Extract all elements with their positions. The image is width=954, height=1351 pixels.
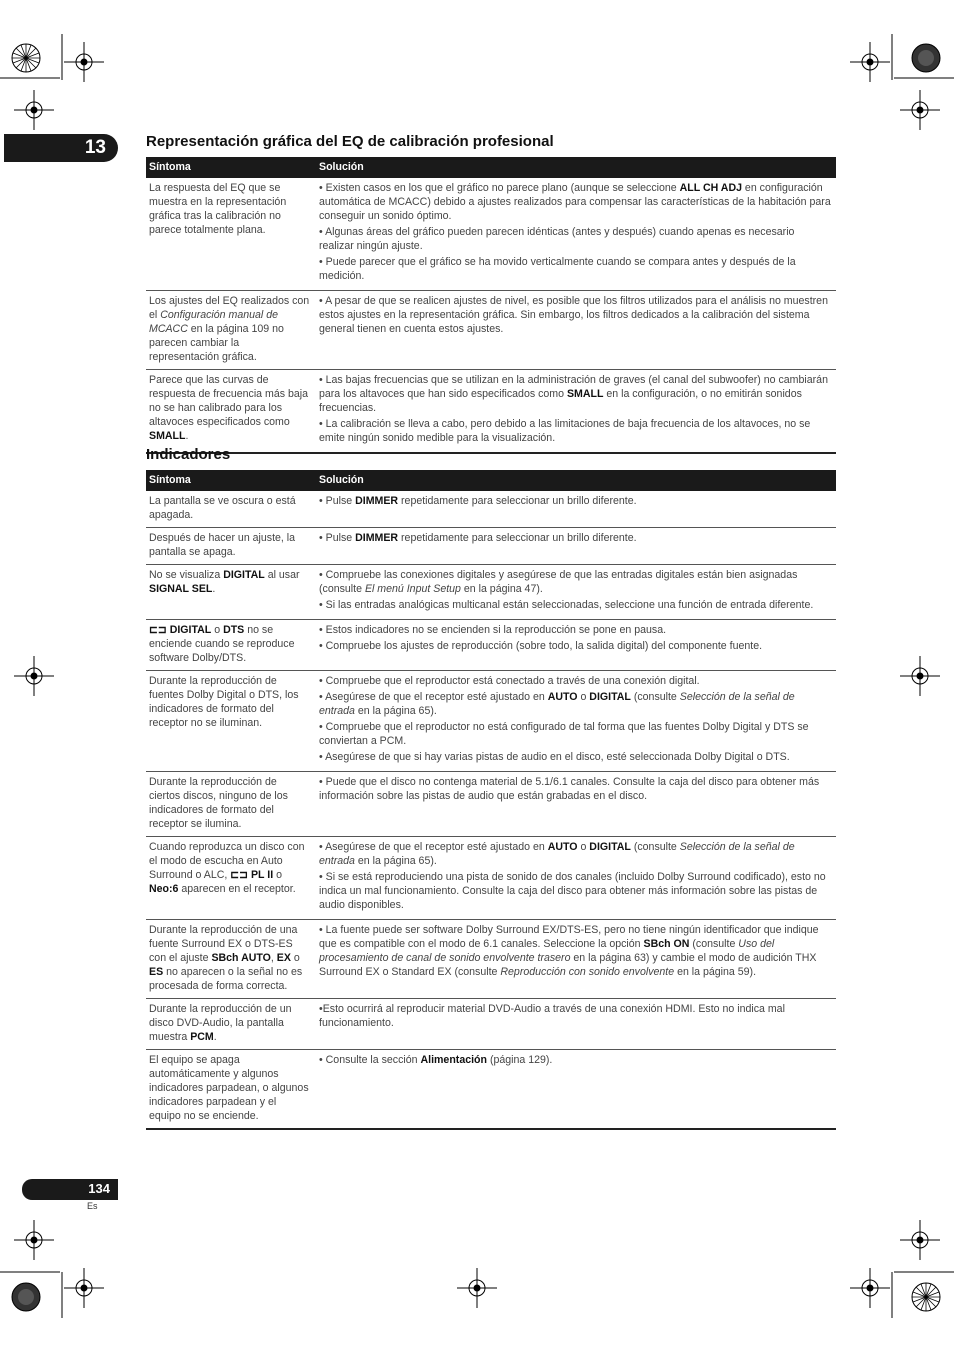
text-run: • Si las entradas analógicas multicanal están seleccionadas, seleccione una función de entrada diferente. <box>319 599 814 611</box>
table-header-row <box>146 157 836 178</box>
text-run: en la página 59). <box>674 966 757 978</box>
text-run: • Compruebe las conexiones digitales y asegúrese de que las entradas digitales están bien asignadas (consulte <box>319 569 798 595</box>
text-run: en la configuración, o no emitirán sonidos frecuencias. <box>319 388 802 414</box>
text-run: DIGITAL <box>589 841 631 853</box>
text-run: SMALL <box>566 388 604 400</box>
text-run: ⊏⊐ DIGITAL <box>149 624 212 636</box>
table-row <box>146 772 836 837</box>
table-row <box>146 291 836 370</box>
solution-cell <box>316 528 836 565</box>
text-run: • Estos indicadores no se encienden si la reproducción se pone en pausa. <box>319 624 667 636</box>
text-run: Después de hacer un ajuste, la pantalla se apaga. <box>149 532 296 558</box>
column-header-sintoma: Síntoma <box>146 470 316 491</box>
table-row <box>146 920 836 999</box>
text-run: Alimentación <box>420 1054 487 1066</box>
text-run: No se visualiza <box>149 569 224 581</box>
symptom-cell <box>146 837 316 920</box>
text-run: en la página 47). <box>460 583 543 595</box>
solution-point <box>319 181 832 223</box>
solution-cell <box>316 565 836 620</box>
table-row <box>146 370 836 454</box>
symptom-cell <box>146 178 316 291</box>
text-run: SIGNAL SEL <box>149 583 213 595</box>
table-row <box>146 837 836 920</box>
eq-troubleshooting-table <box>146 157 836 454</box>
text-run: • Compruebe que el reproductor está conectado a través de una conexión digital. <box>319 675 700 687</box>
solution-point <box>319 923 832 979</box>
page-number-tab <box>22 1179 118 1200</box>
text-run: • Consulte la sección <box>319 1054 421 1066</box>
solution-point <box>319 494 832 508</box>
symptom-cell <box>146 999 316 1050</box>
section-title-eq: Representación gráfica del EQ de calibración profesional <box>146 133 554 150</box>
text-run: El menú Input Setup <box>364 583 461 595</box>
text-run: • La calibración se lleva a cabo, pero debido a las limitaciones de baja frecuencia de los altavoces, no se emite ningún sonido medible para la visualización. <box>319 418 811 444</box>
text-run: • Asegúrese de que si hay varias pistas de audio en el disco, esté seleccionada Dolby Digital o DTS. <box>319 751 790 763</box>
table-row <box>146 1050 836 1130</box>
text-run: (consulte <box>689 938 739 950</box>
solution-cell <box>316 920 836 999</box>
solution-point <box>319 1002 832 1030</box>
symptom-cell <box>146 772 316 837</box>
text-run: • Compruebe los ajustes de reproducción (sobre todo, la salida digital) del componente fuente. <box>319 640 763 652</box>
text-run: o <box>290 952 300 964</box>
section-title-indicadores: Indicadores <box>146 446 231 463</box>
text-run: Selección de la señal de entrada <box>319 841 795 867</box>
text-run: • Si se está reproduciendo una pista de sonido de dos canales (incluido Dolby Surround codificado), esto no indica un mal funcionamiento. Consulte la caja del disco para obtener más información sobre las pistas de audio disponibles. <box>319 871 826 911</box>
solution-cell <box>316 620 836 671</box>
symptom-cell <box>146 920 316 999</box>
symptom-cell <box>146 620 316 671</box>
text-run: AUTO <box>547 691 578 703</box>
text-run: o <box>211 624 224 636</box>
text-run: • Asegúrese de que el receptor esté ajustado en <box>319 841 548 853</box>
symptom-cell <box>146 565 316 620</box>
text-run: SBch AUTO <box>211 952 271 964</box>
text-run: El equipo se apaga automáticamente y algunos indicadores parpadean, o algunos indicadores parpadean y el equipo no se enciende. <box>149 1054 309 1122</box>
text-run: • A pesar de que se realicen ajustes de nivel, es posible que los filtros utilizados para el análisis no muestren estos ajustes en la representación gráfica. Sin embargo, los filtros dedicados a la calibración del sistema general tienen en cuenta estos ajustes. <box>319 295 828 335</box>
text-run: • Existen casos en los que el gráfico no parece plano (aunque se seleccione <box>319 182 680 194</box>
text-run: ALL CH ADJ <box>679 182 742 194</box>
symptom-cell <box>146 370 316 454</box>
table-row <box>146 620 836 671</box>
solution-point <box>319 373 832 415</box>
solution-point <box>319 417 832 445</box>
text-run: en la página 63) y cambie el modo de audición THX Surround EX o Standard EX (consulte <box>319 952 817 978</box>
text-run: • Asegúrese de que el receptor esté ajustado en <box>319 691 548 703</box>
solution-point <box>319 255 832 283</box>
text-run: o <box>273 869 282 881</box>
symptom-cell <box>146 1050 316 1130</box>
text-run: Configuración manual de MCACC <box>149 309 278 335</box>
symptom-cell <box>146 491 316 528</box>
text-run: en la página 65). <box>354 705 437 717</box>
solution-point <box>319 598 832 612</box>
text-run: no se enciende cuando se reproduce software Dolby/DTS. <box>149 624 295 664</box>
text-run: en la página 109 no parecen cambiar la representación gráfica. <box>149 323 284 363</box>
solution-point <box>319 775 832 803</box>
text-run: DIMMER <box>355 495 399 507</box>
text-run: en configuración automática de MCACC) debido a ajustes realizados para compensar las características de la habitación para conseguir un sonido óptimo. <box>319 182 831 222</box>
solution-cell <box>316 999 836 1050</box>
solution-cell <box>316 671 836 772</box>
text-run: Cuando reproduzca un disco con el modo de escucha en Auto Surround o ALC, <box>149 841 305 881</box>
solution-cell <box>316 178 836 291</box>
text-run: repetidamente para seleccionar un brillo diferente. <box>398 532 637 544</box>
solution-point <box>319 639 832 653</box>
solution-point <box>319 750 832 764</box>
text-run: PCM <box>190 1031 214 1043</box>
text-run: Los ajustes del EQ realizados con el <box>149 295 310 321</box>
table-row <box>146 178 836 291</box>
solution-point <box>319 720 832 748</box>
text-run: SBch ON <box>643 938 690 950</box>
text-run: DIGITAL <box>589 691 631 703</box>
text-run: Durante la reproducción de un disco DVD-Audio, la pantalla muestra <box>149 1003 292 1043</box>
text-run: (consulte <box>630 841 680 853</box>
solution-point <box>319 294 832 336</box>
solution-point <box>319 531 832 545</box>
symptom-cell <box>146 291 316 370</box>
text-run: Selección de la señal de entrada <box>319 691 795 717</box>
symptom-cell <box>146 528 316 565</box>
text-run: • Algunas áreas del gráfico pueden parecen idénticas (antes y después) cuando apenas es necesario realizar ningún ajuste. <box>319 226 795 252</box>
table-row <box>146 565 836 620</box>
text-run: •Esto ocurrirá al reproducir material DVD-Audio a través de una conexión HDMI. Esto no indica mal funcionamiento. <box>319 1003 785 1029</box>
solution-point <box>319 1053 832 1067</box>
chapter-number: 13 <box>84 137 106 158</box>
text-run: (consulte <box>630 691 680 703</box>
text-run: . <box>212 583 216 595</box>
text-run: o <box>577 841 590 853</box>
text-run: La pantalla se ve oscura o está apagada. <box>149 495 296 521</box>
table-header-row <box>146 470 836 491</box>
text-run: Durante la reproducción de fuentes Dolby Digital o DTS, los indicadores de formato del receptor no se iluminan. <box>149 675 299 729</box>
solution-point <box>319 225 832 253</box>
table-row <box>146 999 836 1050</box>
table-row <box>146 671 836 772</box>
solution-cell <box>316 491 836 528</box>
language-code: Es <box>87 1201 98 1211</box>
text-run: Reproducción con sonido envolvente <box>500 966 675 978</box>
symptom-cell <box>146 671 316 772</box>
text-run: SMALL <box>149 430 186 442</box>
text-run: Parece que las curvas de respuesta de frecuencia más baja no se han calibrado para los altavoces especificados como <box>149 374 308 428</box>
text-run: ⊏⊐ PL II <box>230 869 274 881</box>
column-header-solucion: Solución <box>316 470 836 491</box>
solution-point <box>319 690 832 718</box>
solution-cell <box>316 291 836 370</box>
text-run: • Pulse <box>319 495 356 507</box>
indicators-troubleshooting-table <box>146 470 836 1130</box>
text-run: Uso del procesamiento de canal de sonido envolvente trasero <box>319 938 775 964</box>
text-run: al usar <box>264 569 300 581</box>
solution-point <box>319 623 832 637</box>
text-run: Neo:6 <box>149 883 179 895</box>
text-run: en la página 65). <box>354 855 437 867</box>
text-run: no aparecen o la señal no es procesada de forma correcta. <box>149 966 303 992</box>
solution-point <box>319 840 832 868</box>
text-run: Durante la reproducción de ciertos discos, ninguno de los indicadores de formato del receptor se ilumina. <box>149 776 288 830</box>
text-run: repetidamente para seleccionar un brillo diferente. <box>398 495 637 507</box>
solution-point <box>319 568 832 596</box>
column-header-sintoma: Síntoma <box>146 157 316 178</box>
text-run: La respuesta del EQ que se muestra en la representación gráfica tras la calibración no parece totalmente plana. <box>149 182 287 236</box>
text-run: o <box>577 691 590 703</box>
table-row <box>146 491 836 528</box>
solution-cell <box>316 1050 836 1130</box>
text-run: , <box>270 952 277 964</box>
text-run: • Pulse <box>319 532 356 544</box>
text-run: Durante la reproducción de una fuente Surround EX o DTS-ES con el ajuste <box>149 924 298 964</box>
solution-cell <box>316 370 836 454</box>
solution-cell <box>316 772 836 837</box>
page-number: 134 <box>88 1181 110 1196</box>
text-run: • Compruebe que el reproductor no está configurado de tal forma que las fuentes Dolby Digital y DTS se conviertan a PCM. <box>319 721 809 747</box>
text-run: aparecen en el receptor. <box>178 883 296 895</box>
text-run: • Puede parecer que el gráfico se ha movido verticalmente cuando se compara antes y después de la medición. <box>319 256 796 282</box>
text-run: • Puede que el disco no contenga material de 5.1/6.1 canales. Consulte la caja del disco para obtener más información sobre las pistas de audio que están grabadas en el disco. <box>319 776 820 802</box>
solution-point <box>319 870 832 912</box>
solution-point <box>319 674 832 688</box>
text-run: AUTO <box>547 841 578 853</box>
chapter-tab <box>4 134 118 162</box>
table-row <box>146 528 836 565</box>
text-run: DIMMER <box>355 532 399 544</box>
text-run: . <box>213 1031 217 1043</box>
column-header-solucion: Solución <box>316 157 836 178</box>
solution-cell <box>316 837 836 920</box>
text-run: • Las bajas frecuencias que se utilizan en la administración de graves (el canal del subwoofer) no cambiarán para los altavoces que han sido especificados como <box>319 374 828 400</box>
text-run: DIGITAL <box>223 569 265 581</box>
text-run: EX <box>276 952 291 964</box>
text-run: • La fuente puede ser software Dolby Surround EX/DTS-ES, pero no tiene ningún identificador que indique que es compatible con el modo de 6.1 canales. Seleccione la opción <box>319 924 819 950</box>
text-run: ES <box>149 966 164 978</box>
text-run: . <box>185 430 189 442</box>
text-run: (página 129). <box>487 1054 553 1066</box>
text-run: DTS <box>223 624 245 636</box>
